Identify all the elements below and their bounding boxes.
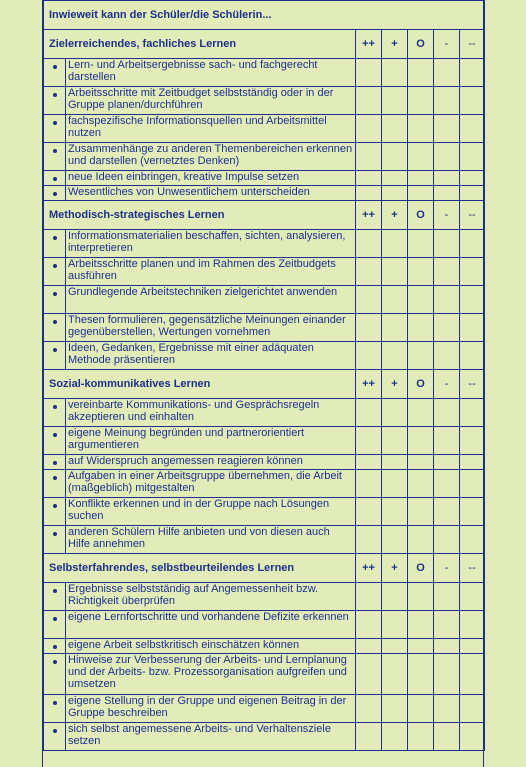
grade-header-cell: -- (460, 370, 485, 399)
rating-cell[interactable] (460, 611, 485, 639)
rating-cell[interactable] (382, 143, 408, 171)
rating-cell[interactable] (382, 470, 408, 498)
rating-cell[interactable] (460, 87, 485, 115)
rating-cell[interactable] (460, 59, 485, 87)
rating-cell[interactable] (434, 583, 460, 611)
rating-cell[interactable] (382, 427, 408, 455)
bullet-cell (44, 186, 66, 201)
rating-cell[interactable] (434, 470, 460, 498)
rating-cell[interactable] (460, 723, 485, 751)
rating-cell[interactable] (408, 314, 434, 342)
rating-cell[interactable] (382, 455, 408, 470)
rating-cell[interactable] (356, 654, 382, 695)
criterion-row (44, 470, 485, 498)
bullet-cell (44, 611, 66, 639)
rating-cell[interactable] (356, 399, 382, 427)
criterion-text: Arbeitsschritte mit Zeitbudget selbstständig oder in der Gruppe planen/durchführen (66, 87, 356, 115)
grade-header-cell: - (434, 201, 460, 230)
rating-cell[interactable] (434, 115, 460, 143)
rating-cell[interactable] (356, 526, 382, 554)
rating-cell[interactable] (356, 286, 382, 314)
rating-cell[interactable] (460, 498, 485, 526)
criterion-row (44, 639, 485, 654)
criterion-text: Konflikte erkennen und in der Gruppe nach Lösungen suchen (66, 498, 356, 526)
grade-header-cell: O (408, 554, 434, 583)
criterion-text: Informationsmaterialien beschaffen, sichten, analysieren, interpretieren (66, 230, 356, 258)
rating-cell[interactable] (434, 654, 460, 695)
bullet-cell (44, 87, 66, 115)
rating-cell[interactable] (434, 427, 460, 455)
bullet-icon (53, 504, 57, 508)
rating-cell[interactable] (356, 695, 382, 723)
criterion-row (44, 695, 485, 723)
grade-header-cell: -- (460, 30, 485, 59)
rating-cell[interactable] (460, 399, 485, 427)
rating-cell[interactable] (460, 526, 485, 554)
bullet-icon (53, 348, 57, 352)
rating-cell[interactable] (434, 611, 460, 639)
criterion-text: Hinweise zur Verbesserung der Arbeits- und Lernplanung und der Arbeits- bzw. Prozessorganisation aufgreifen und umsetzen (66, 654, 356, 695)
rating-cell[interactable] (382, 342, 408, 370)
bullet-cell (44, 695, 66, 723)
rating-cell[interactable] (382, 583, 408, 611)
bullet-icon (53, 461, 57, 465)
rating-cell[interactable] (382, 654, 408, 695)
criterion-row (44, 314, 485, 342)
rating-cell[interactable] (434, 498, 460, 526)
rating-cell[interactable] (460, 639, 485, 654)
rating-cell[interactable] (408, 230, 434, 258)
criterion-text: Lern- und Arbeitsergebnisse sach- und fachgerecht darstellen (66, 59, 356, 87)
bullet-icon (53, 433, 57, 437)
rating-cell[interactable] (434, 286, 460, 314)
rating-cell[interactable] (408, 399, 434, 427)
bullet-icon (53, 701, 57, 705)
rating-cell[interactable] (356, 611, 382, 639)
criterion-row (44, 115, 485, 143)
grade-header-cell: ++ (356, 554, 382, 583)
rating-cell[interactable] (434, 314, 460, 342)
rating-cell[interactable] (356, 314, 382, 342)
bullet-icon (53, 192, 57, 196)
criterion-row (44, 723, 485, 751)
bullet-cell (44, 583, 66, 611)
evaluation-table (43, 0, 485, 751)
rating-cell[interactable] (356, 186, 382, 201)
bullet-cell (44, 470, 66, 498)
section-header-row (44, 370, 485, 399)
criterion-text: Arbeitsschritte planen und im Rahmen des Zeitbudgets ausführen (66, 258, 356, 286)
criterion-text: Aufgaben in einer Arbeitsgruppe übernehmen, die Arbeit (maßgeblich) mitgestalten (66, 470, 356, 498)
grade-header-cell: ++ (356, 201, 382, 230)
bullet-cell (44, 399, 66, 427)
rating-cell[interactable] (408, 583, 434, 611)
bullet-icon (53, 617, 57, 621)
rating-cell[interactable] (356, 723, 382, 751)
bullet-cell (44, 498, 66, 526)
grade-header-cell: -- (460, 201, 485, 230)
criterion-row (44, 342, 485, 370)
rating-cell[interactable] (434, 171, 460, 186)
criterion-text: eigene Stellung in der Gruppe und eigenen Beitrag in der Gruppe beschreiben (66, 695, 356, 723)
section-title: Methodisch-strategisches Lernen (44, 201, 356, 230)
rating-cell[interactable] (408, 171, 434, 186)
section-header-row (44, 201, 485, 230)
criterion-row (44, 171, 485, 186)
criterion-row (44, 143, 485, 171)
rating-cell[interactable] (408, 143, 434, 171)
criterion-text: Zusammenhänge zu anderen Themenbereichen erkennen und darstellen (vernetztes Denken) (66, 143, 356, 171)
rating-cell[interactable] (382, 286, 408, 314)
rating-cell[interactable] (382, 723, 408, 751)
rating-cell[interactable] (434, 639, 460, 654)
rating-cell[interactable] (356, 230, 382, 258)
criterion-row (44, 611, 485, 639)
rating-cell[interactable] (356, 455, 382, 470)
bullet-cell (44, 230, 66, 258)
rating-cell[interactable] (382, 526, 408, 554)
criterion-row (44, 286, 485, 314)
rating-cell[interactable] (434, 258, 460, 286)
rating-cell[interactable] (356, 583, 382, 611)
rating-cell[interactable] (408, 526, 434, 554)
rating-cell[interactable] (460, 286, 485, 314)
bullet-icon (53, 660, 57, 664)
rating-cell[interactable] (356, 470, 382, 498)
rating-cell[interactable] (382, 230, 408, 258)
bullet-cell (44, 526, 66, 554)
rating-cell[interactable] (434, 695, 460, 723)
criterion-row (44, 230, 485, 258)
grade-header-cell: - (434, 370, 460, 399)
rating-cell[interactable] (356, 639, 382, 654)
bullet-icon (53, 121, 57, 125)
rating-cell[interactable] (382, 498, 408, 526)
bullet-cell (44, 171, 66, 186)
rating-cell[interactable] (382, 639, 408, 654)
criterion-row (44, 583, 485, 611)
criterion-text: Wesentliches von Unwesentlichem unterscheiden (66, 186, 356, 201)
grade-header-cell: + (382, 554, 408, 583)
criterion-text: vereinbarte Kommunikations- und Gesprächsregeln akzeptieren und einhalten (66, 399, 356, 427)
rating-cell[interactable] (460, 171, 485, 186)
bullet-cell (44, 143, 66, 171)
rating-cell[interactable] (434, 399, 460, 427)
title-row (44, 1, 485, 30)
rating-cell[interactable] (460, 314, 485, 342)
section-header-row (44, 30, 485, 59)
bullet-cell (44, 258, 66, 286)
bullet-icon (53, 65, 57, 69)
grade-header-cell: + (382, 370, 408, 399)
rating-cell[interactable] (460, 583, 485, 611)
rating-cell[interactable] (434, 230, 460, 258)
criterion-text: eigene Lernfortschritte und vorhandene Defizite erkennen (66, 611, 356, 639)
bullet-icon (53, 236, 57, 240)
rating-cell[interactable] (408, 87, 434, 115)
bullet-icon (53, 729, 57, 733)
rating-cell[interactable] (408, 455, 434, 470)
rating-cell[interactable] (382, 258, 408, 286)
grade-header-cell: ++ (356, 370, 382, 399)
rating-cell[interactable] (460, 455, 485, 470)
rating-cell[interactable] (382, 314, 408, 342)
grade-header-cell: O (408, 370, 434, 399)
rating-cell[interactable] (408, 342, 434, 370)
rating-cell[interactable] (382, 59, 408, 87)
section-title: Selbsterfahrendes, selbstbeurteilendes Lernen (44, 554, 356, 583)
grade-header-cell: O (408, 30, 434, 59)
grade-header-cell: + (382, 201, 408, 230)
criterion-text: eigene Arbeit selbstkritisch einschätzen können (66, 639, 356, 654)
bullet-icon (53, 292, 57, 296)
criterion-row (44, 654, 485, 695)
bullet-icon (53, 532, 57, 536)
rating-cell[interactable] (382, 87, 408, 115)
criterion-text: Ideen, Gedanken, Ergebnisse mit einer adäquaten Methode präsentieren (66, 342, 356, 370)
rating-cell[interactable] (356, 59, 382, 87)
rating-cell[interactable] (408, 639, 434, 654)
section-title: Sozial-kommunikatives Lernen (44, 370, 356, 399)
rating-cell[interactable] (408, 695, 434, 723)
grade-header-cell: - (434, 30, 460, 59)
rating-cell[interactable] (408, 723, 434, 751)
criterion-text: anderen Schülern Hilfe anbieten und von diesen auch Hilfe annehmen (66, 526, 356, 554)
rating-cell[interactable] (382, 115, 408, 143)
bullet-icon (53, 476, 57, 480)
criterion-row (44, 427, 485, 455)
bullet-cell (44, 639, 66, 654)
bullet-cell (44, 115, 66, 143)
grade-header-cell: -- (460, 554, 485, 583)
rating-cell[interactable] (382, 695, 408, 723)
criterion-text: eigene Meinung begründen und partnerorientiert argumentieren (66, 427, 356, 455)
bullet-cell (44, 314, 66, 342)
rating-cell[interactable] (408, 286, 434, 314)
bullet-icon (53, 320, 57, 324)
rating-cell[interactable] (460, 143, 485, 171)
criterion-text: auf Widerspruch angemessen reagieren können (66, 455, 356, 470)
rating-cell[interactable] (460, 342, 485, 370)
rating-cell[interactable] (408, 498, 434, 526)
criterion-text: sich selbst angemessene Arbeits- und Verhaltensziele setzen (66, 723, 356, 751)
rating-cell[interactable] (356, 498, 382, 526)
rating-cell[interactable] (434, 342, 460, 370)
bullet-cell (44, 286, 66, 314)
rating-cell[interactable] (460, 115, 485, 143)
criterion-row (44, 526, 485, 554)
criterion-text: Thesen formulieren, gegensätzliche Meinungen einander gegenüberstellen, Wertungen vornehmen (66, 314, 356, 342)
rating-cell[interactable] (356, 143, 382, 171)
evaluation-sheet (42, 0, 484, 767)
rating-cell[interactable] (382, 186, 408, 201)
bullet-cell (44, 723, 66, 751)
grade-header-cell: ++ (356, 30, 382, 59)
criterion-row (44, 399, 485, 427)
bullet-cell (44, 455, 66, 470)
rating-cell[interactable] (356, 115, 382, 143)
rating-cell[interactable] (356, 258, 382, 286)
rating-cell[interactable] (408, 115, 434, 143)
rating-cell[interactable] (434, 186, 460, 201)
rating-cell[interactable] (356, 427, 382, 455)
rating-cell[interactable] (460, 427, 485, 455)
rating-cell[interactable] (434, 87, 460, 115)
sheet-title: Inwieweit kann der Schüler/die Schülerin... (44, 1, 485, 30)
rating-cell[interactable] (460, 258, 485, 286)
rating-cell[interactable] (356, 87, 382, 115)
bullet-icon (53, 589, 57, 593)
criterion-row (44, 87, 485, 115)
bullet-icon (53, 93, 57, 97)
bullet-cell (44, 427, 66, 455)
rating-cell[interactable] (408, 427, 434, 455)
grade-header-cell: + (382, 30, 408, 59)
criterion-row (44, 59, 485, 87)
rating-cell[interactable] (460, 230, 485, 258)
rating-cell[interactable] (434, 723, 460, 751)
rating-cell[interactable] (460, 654, 485, 695)
rating-cell[interactable] (408, 186, 434, 201)
rating-cell[interactable] (434, 143, 460, 171)
bullet-cell (44, 59, 66, 87)
rating-cell[interactable] (434, 455, 460, 470)
rating-cell[interactable] (382, 399, 408, 427)
criterion-text: fachspezifische Informationsquellen und Arbeitsmittel nutzen (66, 115, 356, 143)
bullet-cell (44, 342, 66, 370)
criterion-row (44, 455, 485, 470)
bullet-icon (53, 645, 57, 649)
bullet-cell (44, 654, 66, 695)
rating-cell[interactable] (460, 695, 485, 723)
bullet-icon (53, 177, 57, 181)
section-header-row (44, 554, 485, 583)
bullet-icon (53, 405, 57, 409)
criterion-text: Ergebnisse selbstständig auf Angemessenheit bzw. Richtigkeit überprüfen (66, 583, 356, 611)
rating-cell[interactable] (408, 611, 434, 639)
rating-cell[interactable] (460, 186, 485, 201)
rating-cell[interactable] (434, 526, 460, 554)
rating-cell[interactable] (408, 258, 434, 286)
rating-cell[interactable] (434, 59, 460, 87)
criterion-text: Grundlegende Arbeitstechniken zielgerichtet anwenden (66, 286, 356, 314)
grade-header-cell: - (434, 554, 460, 583)
section-title: Zielerreichendes, fachliches Lernen (44, 30, 356, 59)
rating-cell[interactable] (356, 171, 382, 186)
rating-cell[interactable] (460, 470, 485, 498)
rating-cell[interactable] (356, 342, 382, 370)
criterion-row (44, 258, 485, 286)
bullet-icon (53, 149, 57, 153)
criterion-row (44, 498, 485, 526)
rating-cell[interactable] (382, 611, 408, 639)
rating-cell[interactable] (408, 59, 434, 87)
rating-cell[interactable] (408, 470, 434, 498)
criterion-text: neue Ideen einbringen, kreative Impulse setzen (66, 171, 356, 186)
grade-header-cell: O (408, 201, 434, 230)
bullet-icon (53, 264, 57, 268)
criterion-row (44, 186, 485, 201)
rating-cell[interactable] (382, 171, 408, 186)
rating-cell[interactable] (408, 654, 434, 695)
